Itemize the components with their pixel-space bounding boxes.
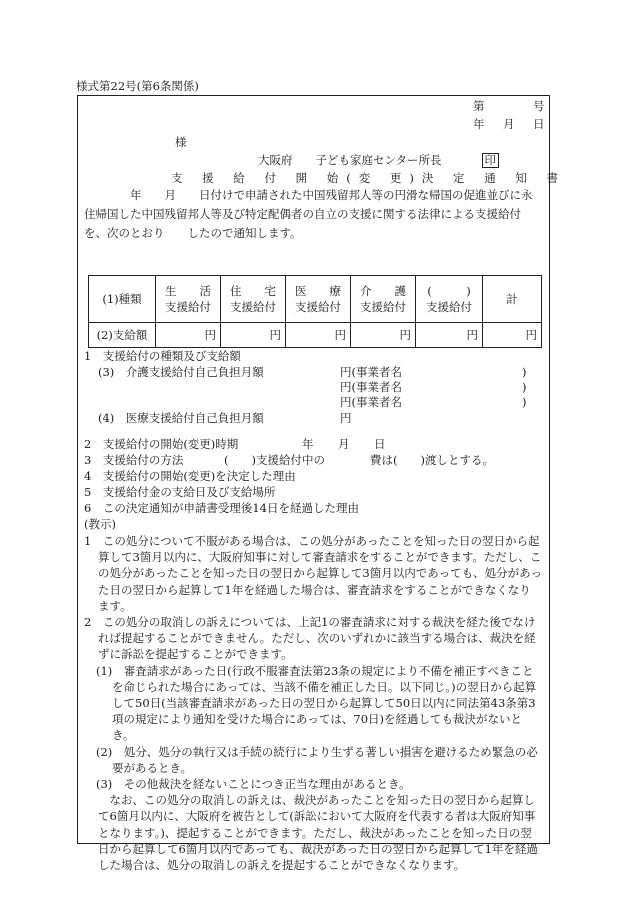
housing-support-header: 住 宅 支援給付 [221,276,286,323]
item-2-nen: 年 [302,437,314,451]
total-header: 計 [483,276,542,323]
provider-line-2: 円(事業者名 [340,380,402,394]
intro-paragraph: 年 月 日付けで申請された中国残留邦人等の円滑な帰国の促進並びに永住帰国した中国残留邦人等及び特定配偶者の自立の支援に関する法律による支援給付を、次のとおり したので通知します。 [84,188,533,240]
form-number-label: 様式第22号(第6条関係) [76,79,199,93]
amount-cell: 円 [483,323,542,348]
date-hi: 日 [533,117,545,131]
addressee-suffix: 様 [175,135,187,149]
number-dai: 第 [473,99,485,113]
provider-close-3: ) [522,395,527,409]
instruction-2-2: (2) 処分、処分の執行又は手続の続行により生ずる著しい損害を避けるため緊急の必要があるとき。 [96,744,538,775]
care-support-header: 介 護 支援給付 [351,276,416,323]
instruction-heading: (教示) [84,517,116,531]
item-5: 5 支援給付金の支給日及び支給場所 [84,485,276,499]
amount-label-cell: (2)支給額 [89,323,156,348]
amount-cell: 円 [156,323,221,348]
instruction-3: なお、この処分の取消しの訴えは、裁決があったことを知った日の翌日から起算して6箇月以内に、大阪府を被告として(訴訟において大阪府を代表する者は大阪府知事となります。)、提起することができます。ただし、裁決があったことを知った日の翌日から起算して6箇月以内であっても、裁決があった日の翌日から起算して1年を経過した場合は、処分の取消しの訴えを提起することができなくなります。 [98,793,538,873]
amount-cell: 円 [286,323,351,348]
item-4: 4 支援給付の開始(変更)を決定した理由 [84,469,296,483]
number-go: 号 [533,99,545,113]
medical-support-header: 医 療 支援給付 [286,276,351,323]
provider-close-1: ) [522,365,527,379]
seal-mark: 印 [482,153,500,168]
instruction-2-3: (3) その他裁決を経ないことにつき正当な理由があるとき。 [96,777,411,792]
instruction-1: 1 この処分について不服がある場合は、この処分があったことを知った日の翌日から起算して3箇月以内に、大阪府知事に対して審査請求をすることができます。ただし、この処分があったことを知った日の翌日から起算して3箇月以内であっても、処分があった日の翌日から起算して1年を経過した場合は、審査請求をすることができなくなります。 [84,534,542,613]
provider-line-1: 円(事業者名 [340,365,402,379]
provider-close-2: ) [522,380,527,394]
provider-line-3: 円(事業者名 [340,395,402,409]
document-title: 支 援 給 付 開 始(変 更)決 定 通 知 書 [171,171,567,185]
item-2-tsuki: 月 [338,437,350,451]
item-2-hi: 日 [374,437,386,451]
benefit-type-row [89,276,542,323]
date-nen: 年 [473,117,485,131]
living-support-header: 生 活 支援給付 [156,276,221,323]
document-frame [77,95,567,873]
instruction-2-1: (1) 審査請求があった日(行政不服審査法第23条の規定により不備を補正すべきことを命じられた場合にあっては、当該不備を補正した日。以下同じ。)の翌日から起算して50日(当該審査請求があった日の翌日から起算して50日以内に同法第43条第3項の規定により通知を受けた場合にあっては、70日)を経過しても裁決がないとき。 [96,663,537,743]
item-6: 6 この決定通知が申請書受理後14日を経過した理由 [84,501,359,515]
medical-yen: 円 [340,411,352,425]
benefit-amount-row [89,323,542,348]
type-label-cell: (1)種類 [89,276,156,323]
other-support-header: ( ) 支援給付 [416,276,483,323]
amount-cell: 円 [221,323,286,348]
amount-cell: 円 [351,323,416,348]
benefit-table [88,275,542,348]
item-1: 1 支援給付の種類及び支給額 [84,349,241,363]
item-2: 2 支援給付の開始(変更)時期 [84,437,239,451]
item-3-b: 費は( )渡しとする。 [370,453,494,467]
date-tsuki: 月 [503,117,515,131]
item-3-a: ( )支援給付中の [224,453,325,467]
item-1-3: (3) 介護支援給付自己負担月額 [98,365,264,379]
instructions [84,533,542,873]
item-3: 3 支援給付の方法 [84,453,184,467]
issuer [258,152,499,168]
issuer-name: 大阪府 子ども家庭センター所長 [258,153,442,167]
instruction-2: 2 この処分の取消しの訴えについては、上記1の審査請求に対する裁決を経た後でなければ提起することができません。ただし、次のいずれかに該当する場合は、裁決を経ずに訴訟を提起することができます。 [84,615,536,662]
item-1-4: (4) 医療支援給付自己負担月額 [98,411,264,425]
amount-cell: 円 [416,323,483,348]
